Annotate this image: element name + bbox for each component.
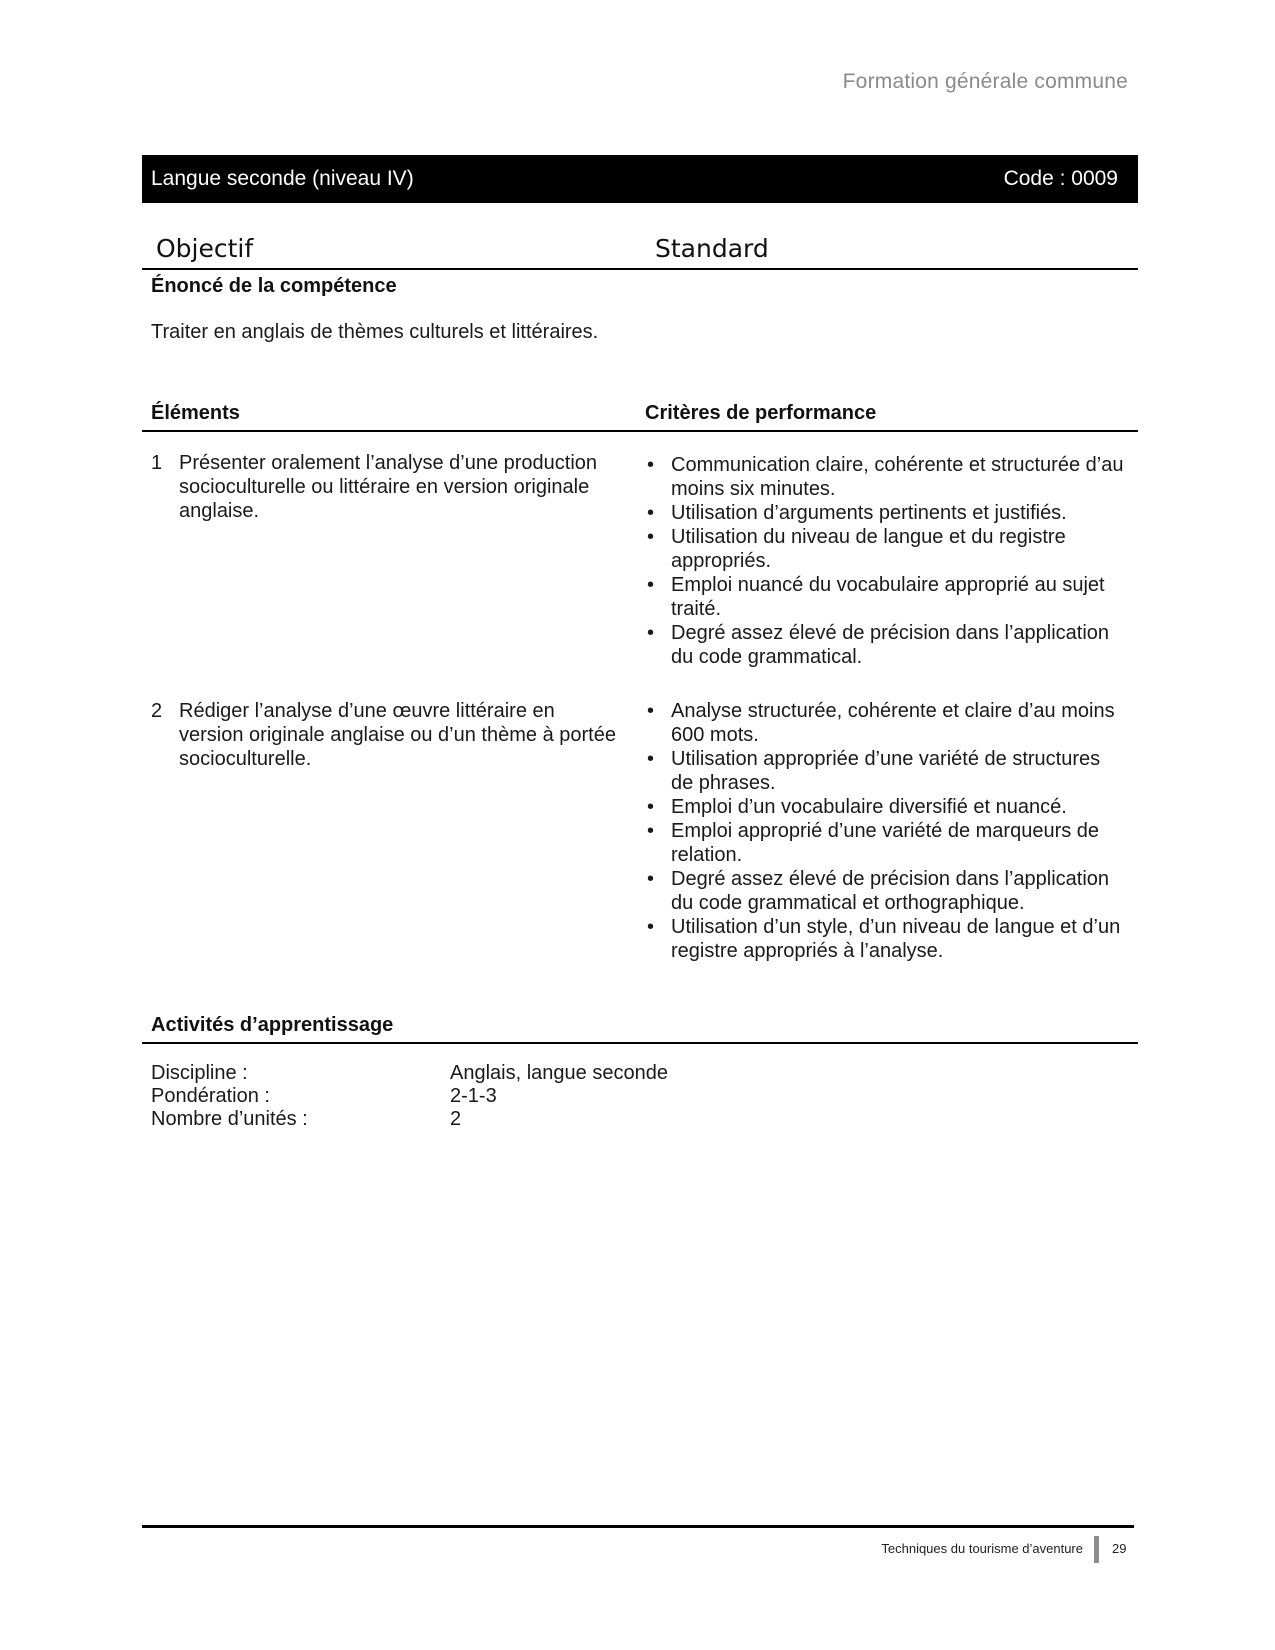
course-code: Code : 0009 [1003, 167, 1118, 190]
course-title: Langue seconde (niveau IV) [151, 167, 414, 190]
criteria-column-heading: Critères de performance [645, 402, 877, 424]
detail-row-discipline [151, 1062, 668, 1085]
activities-header [142, 1014, 1138, 1044]
element-1 [151, 451, 621, 523]
objective-heading: Objectif [156, 234, 254, 263]
element-2 [151, 699, 621, 771]
criterion-item: • Emploi approprié d’une variété de marqueurs de relation. [645, 819, 1125, 867]
criterion-item: • Communication claire, cohérente et structurée d’au moins six minutes. [645, 453, 1125, 501]
criteria-list-2 [645, 699, 1125, 963]
criterion-item: • Degré assez élevé de précision dans l’application du code grammatical. [645, 621, 1125, 669]
element-number: 1 [151, 452, 163, 474]
standard-heading: Standard [655, 234, 769, 263]
competence-heading: Énoncé de la compétence [151, 275, 397, 297]
criteria-list-1 [645, 453, 1125, 669]
element-number: 2 [151, 700, 163, 722]
running-header: Formation générale commune [842, 70, 1128, 93]
element-description: Présenter oralement l’analyse d’une production socioculturelle ou littéraire en version originale anglaise. [179, 452, 598, 522]
criterion-item: • Emploi nuancé du vocabulaire approprié au sujet traité. [645, 573, 1125, 621]
page-number: 29 [1112, 1541, 1127, 1556]
detail-key: Nombre d’unités : [151, 1108, 308, 1130]
footer-program-name: Techniques du tourisme d’aventure [881, 1541, 1083, 1556]
elements-column-heading: Éléments [151, 402, 240, 424]
elements-criteria-header [142, 402, 1138, 432]
element-description: Rédiger l’analyse d’une œuvre littéraire en version originale anglaise ou d’un thème à portée socioculturelle. [179, 700, 616, 770]
detail-row-weighting [151, 1085, 668, 1108]
course-title-bar [142, 155, 1138, 203]
criterion-item: • Analyse structurée, cohérente et claire d’au moins 600 mots. [645, 699, 1125, 747]
detail-value: 2-1-3 [450, 1085, 497, 1107]
footer-rule [142, 1525, 1134, 1528]
course-details [151, 1062, 668, 1131]
footer-separator [1094, 1536, 1099, 1563]
criterion-item: • Emploi d’un vocabulaire diversifié et nuancé. [645, 795, 1125, 819]
detail-value: Anglais, langue seconde [450, 1062, 668, 1084]
criterion-item: • Utilisation d’arguments pertinents et justifiés. [645, 501, 1125, 525]
detail-key: Discipline : [151, 1062, 248, 1084]
criterion-item: • Degré assez élevé de précision dans l’application du code grammatical et orthographique. [645, 867, 1125, 915]
detail-row-units [151, 1108, 668, 1131]
objective-standard-heading [142, 232, 1138, 270]
activities-heading: Activités d’apprentissage [151, 1014, 394, 1036]
criterion-item: • Utilisation appropriée d’une variété de structures de phrases. [645, 747, 1125, 795]
criterion-item: • Utilisation du niveau de langue et du registre appropriés. [645, 525, 1125, 573]
detail-value: 2 [450, 1108, 462, 1130]
detail-key: Pondération : [151, 1085, 270, 1107]
competence-statement: Traiter en anglais de thèmes culturels et littéraires. [151, 321, 599, 343]
criterion-item: • Utilisation d’un style, d’un niveau de langue et d’un registre appropriés à l’analyse. [645, 915, 1125, 963]
